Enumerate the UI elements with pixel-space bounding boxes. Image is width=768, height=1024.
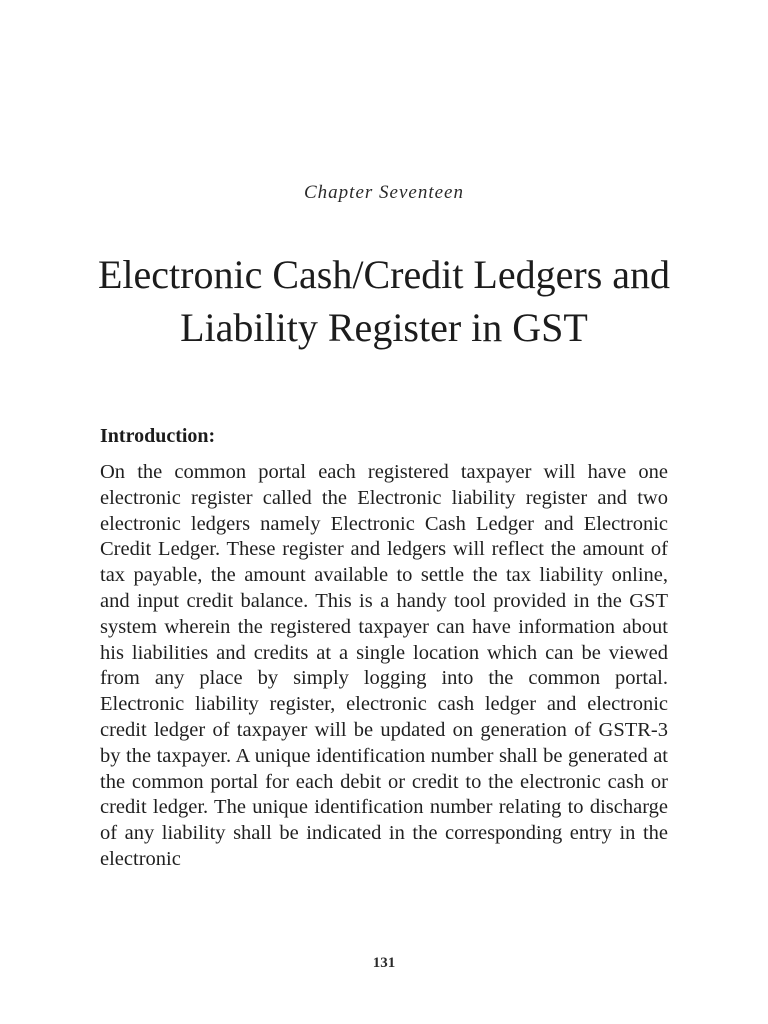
- body-paragraph: On the common portal each registered taxpayer will have one electronic register called the Electronic liability register and two electronic ledgers namely Electronic Cash Ledger and Electronic Credit Ledger. These register and ledgers will reflect the amount of tax payable, the amount available to settle the tax liability online, and input credit balance. This is a handy tool provided in the GST system wherein the registered taxpayer can have information about his liabilities and credits at a single location which can be viewed from any place by simply logging into the common portal. Electronic liability register, electronic cash ledger and electronic credit ledger of taxpayer will be updated on generation of GSTR-3 by the taxpayer. A unique identification number shall be generated at the common portal for each debit or credit to the electronic cash or credit ledger. The unique identification number relating to discharge of any liability shall be indicated in the corresponding entry in the electronic: [100, 461, 668, 870]
- section-heading: Introduction:: [100, 425, 216, 447]
- chapter-title: Electronic Cash/Credit Ledgers and Liability Register in GST: [97, 252, 671, 350]
- page-number: 131: [372, 955, 396, 971]
- chapter-label: Chapter Seventeen: [304, 182, 464, 203]
